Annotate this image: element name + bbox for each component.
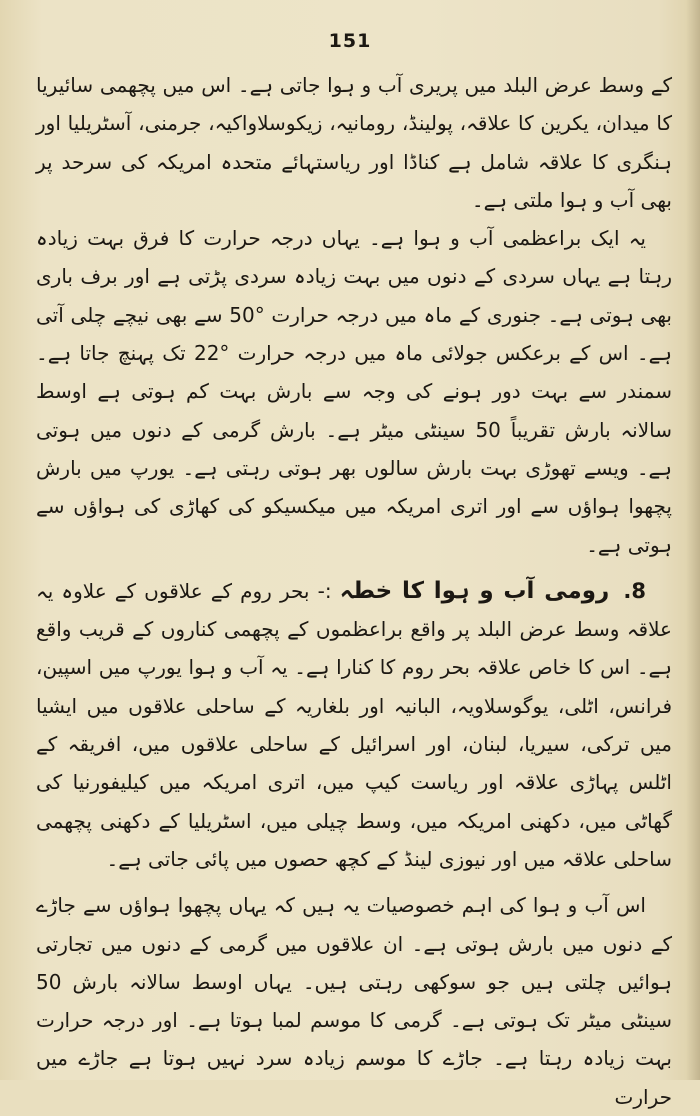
page-number: 151: [328, 30, 372, 52]
section-separator: :-: [309, 578, 332, 603]
section-title: رومی آب و ہوا کا خطہ: [339, 577, 610, 604]
paragraph-mediterranean-features: اس آب و ہوا کی اہم خصوصیات یہ ہیں کہ یہاں پچھوا ہواؤں سے جاڑے کے دنوں میں بارش ہوتی ہے۔ ان علاقوں میں گرمی کے دنوں میں تجارتی ہوائیں چلتی ہیں جو سوکھی رہتی ہیں۔ یہاں اوسط سالانہ بارش 50 سینٹی میٹر تک ہوتی ہے۔ گرمی کا موسم لمبا ہوتا ہے۔ اور درجہ حرارت بہت زیادہ رہتا ہے۔ جاڑے کا موسم زیادہ سرد نہیں ہوتا ہے جاڑے میں حرارت: [36, 893, 672, 1109]
paragraph-prairie-regions: کے وسط عرض البلد میں پریری آب و ہوا جاتی ہے۔ اس میں پچھمی سائیریا کا میدان، یکرین کا علاقہ، پولینڈ، رومانیہ، زیکوسلاواکیہ، جرمنی، آسٹریلیا اور ہنگری کا علاقہ شامل ہے کناڈا اور ریاستہائے متحدہ امریکہ کی سرحد پر بھی آب و ہوا ملتی ہے۔: [36, 73, 672, 212]
paragraph-continental-climate: یہ ایک براعظمی آب و ہوا ہے۔ یہاں درجہ حرارت کا فرق بہت زیادہ رہتا ہے یہاں سردی کے دنوں میں بہت زیادہ سردی پڑتی ہے اور برف باری بھی ہوتی ہے۔ جنوری کے ماہ میں درجہ حرارت °50 سے بھی نیچے چلی آتی ہے۔ اس کے برعکس جولائی ماہ میں درجہ حرارت °22 تک پہنچ جاتا ہے۔ سمندر سے بہت دور ہونے کی وجہ سے بارش بہت کم ہوتی ہے اوسط سالانہ بارش تقریباً 50 سینٹی میٹر ہے۔ بارش گرمی کے دنوں میں ہوتی ہے۔ ویسے تھوڑی بہت بارش سالوں بھر ہوتی رہتی ہے۔ یورپ میں بارش پچھوا ہواؤں سے اور اتری امریکہ میں میکسیکو کی کھاڑی کی ہواؤں سے ہوتی ہے۔: [36, 226, 673, 557]
section-mediterranean: [36, 572, 672, 878]
section-text: بحر روم کے علاقوں کے علاوہ یہ علاقہ وسط عرض البلد پر واقع براعظموں کے پچھمی کناروں کے قریب واقع ہے۔ اس کا خاص علاقہ بحر روم کا کنارا ہے۔ یہ آب و ہوا یورپ میں اسپین، فرانس، اٹلی، یوگوسلاویہ، البانیہ اور بلغاریہ کے ساحلی علاقوں میں ایشیا میں ترکی، سیریا، لبنان، اور اسرائیل کے ساحلی علاقوں میں، افریقہ کے اٹلس پہاڑی علاقہ اور ریاست کیپ میں، اتری امریکہ میں کیلیفورنیا کی گھاٹی میں، دکھنی امریکہ میں، وسط چیلی میں، اسٹریلیا کے دکھنی پچھمی ساحلی علاقہ میں اور نیوزی لینڈ کے کچھ حصوں میں پائی جاتی ہے۔: [36, 578, 672, 871]
page-body: [36, 66, 672, 1116]
page-edge-shadow: [686, 0, 700, 1080]
section-number: 8.: [623, 578, 647, 603]
